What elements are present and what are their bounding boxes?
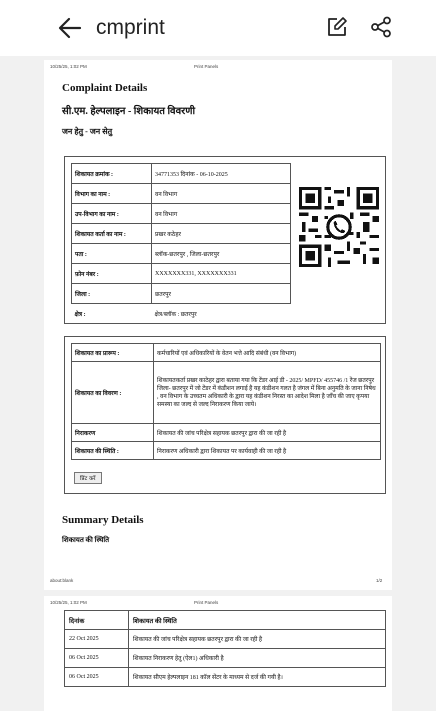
- table-row: [72, 442, 381, 460]
- print-button-wrap: [71, 465, 102, 484]
- column-header-date: दिनांक: [65, 611, 129, 630]
- complaint-info-box: [64, 156, 386, 324]
- field-value: प्रखर कठेहर: [152, 224, 291, 244]
- field-label: पता :: [72, 244, 152, 264]
- summary-title: Summary Details: [62, 514, 144, 526]
- field-value: छतरपुर: [152, 284, 291, 304]
- print-footer-url: about:blank: [50, 578, 74, 583]
- arrow-left-icon[interactable]: [56, 14, 84, 42]
- field-label: उप-विभाग का नाम :: [72, 204, 152, 224]
- table-row: [65, 649, 386, 668]
- document-viewer[interactable]: [0, 56, 436, 711]
- field-value: निराकरण अधिकारी द्वारा शिकायत पर कार्यवाही की जा रही है: [154, 442, 381, 460]
- field-value: वन विभाग: [152, 204, 291, 224]
- cell-status: शिकायत की जांच परिक्षेत्र सहायक छतरपुर द्वारा की जा रही है: [129, 630, 386, 649]
- field-value: ब्लॉक-छतरपुर , जिला-छतरपुर: [152, 244, 291, 264]
- cell-date: 06 Oct 2025: [65, 649, 129, 668]
- table-row: [72, 244, 291, 264]
- table-row: [65, 630, 386, 649]
- cell-date: 22 Oct 2025: [65, 630, 129, 649]
- table-row: [72, 184, 291, 204]
- field-label: फ़ोन नंबर :: [72, 264, 152, 284]
- field-value: क्षेत्र/ब्लॉक : छतरपुर: [154, 311, 197, 318]
- field-value: वन विभाग: [152, 184, 291, 204]
- complaint-description-table: [71, 343, 381, 460]
- table-row: [65, 668, 386, 687]
- page-title: Complaint Details: [62, 82, 148, 94]
- edit-square-icon[interactable]: [326, 16, 348, 38]
- table-row: [72, 344, 381, 362]
- column-header-status: शिकायत की स्थिति: [129, 611, 386, 630]
- field-label: शिकायत की स्थिति :: [72, 442, 154, 460]
- complaint-description-box: [64, 336, 386, 494]
- table-row: [72, 264, 291, 284]
- field-label: क्षेत्र :: [74, 311, 86, 318]
- pdf-page-2: [44, 596, 392, 711]
- table-row: [72, 224, 291, 244]
- cell-status: शिकायत सीएम हेल्पलाइन 181 कॉल सेंटर के माध्यम से दर्ज की गयी है।: [129, 668, 386, 687]
- app-title: cmprint: [96, 16, 165, 39]
- status-history-table: [64, 610, 386, 687]
- field-value: XXXXXXX331, XXXXXXX331: [152, 264, 291, 284]
- field-label: जिला :: [72, 284, 152, 304]
- table-row: [72, 204, 291, 224]
- print-header-title: Print Panels: [194, 600, 219, 605]
- table-header-row: [65, 611, 386, 630]
- print-button[interactable]: प्रिंट करें: [74, 472, 102, 484]
- page-subtitle: सी.एम. हेल्पलाइन - शिकायत विवरणी: [62, 106, 196, 117]
- field-label: शिकायत क्रमांक :: [72, 164, 152, 184]
- print-header-title: Print Panels: [194, 64, 219, 69]
- qr-code-icon: [299, 187, 379, 267]
- field-value: शिकायतकर्ता प्रखर काठेहर द्वारा बताया गया कि टेंडर आई डी - 2025/ MPFD/ 455746 /1 रेंज छतरपुर जिला- छतरपुर में जो टेंडर में कंडीशन लगाई है यह कंडीशन गलत है जंगल में बिना अनुमति के जाना निषेध , वन विभाग के उच्चतम अधिकारी के द्वारा यह कंडीशन निरस्त का आदेश मिला है जाँच की जाए कृपया समस्या का जल्द से जल्द निराकरण किया जाये।: [154, 362, 381, 424]
- field-value: कर्मचारियों एवं अधिकारियों के वेतन भत्ते आदि संबंधी (वन विभाग): [154, 344, 381, 362]
- field-label: विभाग का नाम :: [72, 184, 152, 204]
- cell-date: 06 Oct 2025: [65, 668, 129, 687]
- top-app-bar: [0, 0, 436, 56]
- share-icon[interactable]: [370, 16, 392, 38]
- field-value: शिकायत की जांच परिक्षेत्र सहायक छतरपुर द्वारा की जा रही है: [154, 424, 381, 442]
- print-header-date: 10/25/25, 1:02 PM: [50, 64, 87, 69]
- field-label: शिकायत का प्रारूप :: [72, 344, 154, 362]
- table-row: [72, 304, 291, 324]
- table-row: [72, 284, 291, 304]
- print-footer-page: 1/2: [376, 578, 383, 583]
- field-label: निराकरण: [72, 424, 154, 442]
- table-row: [72, 424, 381, 442]
- table-row: [72, 362, 381, 424]
- field-value: 34771353 दिनांक - 06-10-2025: [152, 164, 291, 184]
- table-row: [72, 164, 291, 184]
- cell-status: शिकायत निराकरण हेतु (ऐल1) अधिकारी है: [129, 649, 386, 668]
- field-label: शिकायत कर्ता का नाम :: [72, 224, 152, 244]
- pdf-page-1: [44, 60, 392, 590]
- field-label: शिकायत का विवरण :: [72, 362, 154, 424]
- complaint-info-table: [71, 163, 291, 324]
- summary-subtitle: शिकायत की स्थिति: [62, 536, 110, 544]
- print-header-date: 10/25/25, 1:02 PM: [50, 600, 87, 605]
- tagline: जन हेतु - जन सेतु: [62, 127, 113, 136]
